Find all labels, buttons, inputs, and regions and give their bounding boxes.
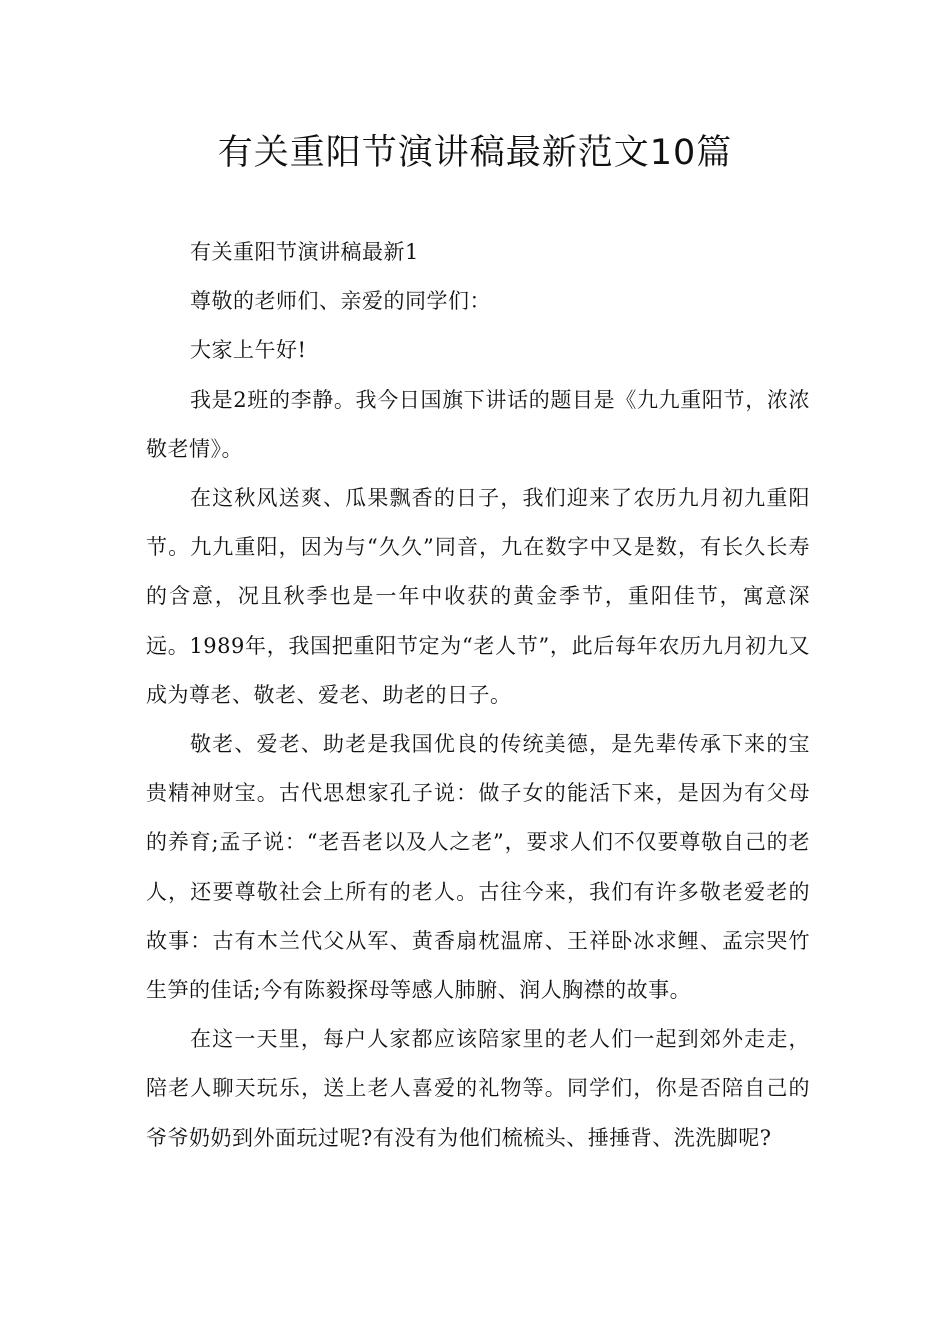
paragraph-festival-origin: 在这秋风送爽、瓜果飘香的日子，我们迎来了农历九月初九重阳节。九九重阳，因为与“久久”同音，九在数字中又是数，有长久长寿的含意，况且秋季也是一年中收获的黄金季节，重阳佳节，寓意深远。1989年，我国把重阳节定为“老人节”，此后每年农历九月初九又成为尊老、敬老、爱老、助老的日子。 bbox=[146, 486, 810, 707]
document-title: 有关重阳节演讲稿最新范文10篇 bbox=[217, 133, 733, 173]
salutation: 尊敬的老师们、亲爱的同学们： bbox=[190, 289, 491, 314]
paragraph-activities: 在这一天里，每户人家都应该陪家里的老人们一起到郊外走走，陪老人聊天玩乐，送上老人喜爱的礼物等。同学们，你是否陪自己的爷爷奶奶到外面玩过呢?有没有为他们梳梳头、捶捶背、洗洗脚呢? bbox=[146, 1027, 810, 1150]
document-body bbox=[146, 228, 810, 1163]
greeting: 大家上午好! bbox=[190, 338, 307, 363]
paragraph-introduction: 我是2班的李静。我今日国旗下讲话的题目是《九九重阳节，浓浓敬老情》。 bbox=[146, 387, 810, 461]
paragraph-tradition: 敬老、爱老、助老是我国优良的传统美德，是先辈传承下来的宝贵精神财宝。古代思想家孔子说：做子女的能活下来，是因为有父母的养育;孟子说：“老吾老以及人之老”，要求人们不仅要尊敬自己的老人，还要尊敬社会上所有的老人。古往今来，我们有许多敬老爱老的故事：古有木兰代父从军、黄香扇枕温席、王祥卧冰求鲤、孟宗哭竹生笋的佳话;今有陈毅探母等感人肺腑、润人胸襟的故事。 bbox=[146, 732, 810, 1003]
section-heading: 有关重阳节演讲稿最新1 bbox=[190, 240, 419, 264]
